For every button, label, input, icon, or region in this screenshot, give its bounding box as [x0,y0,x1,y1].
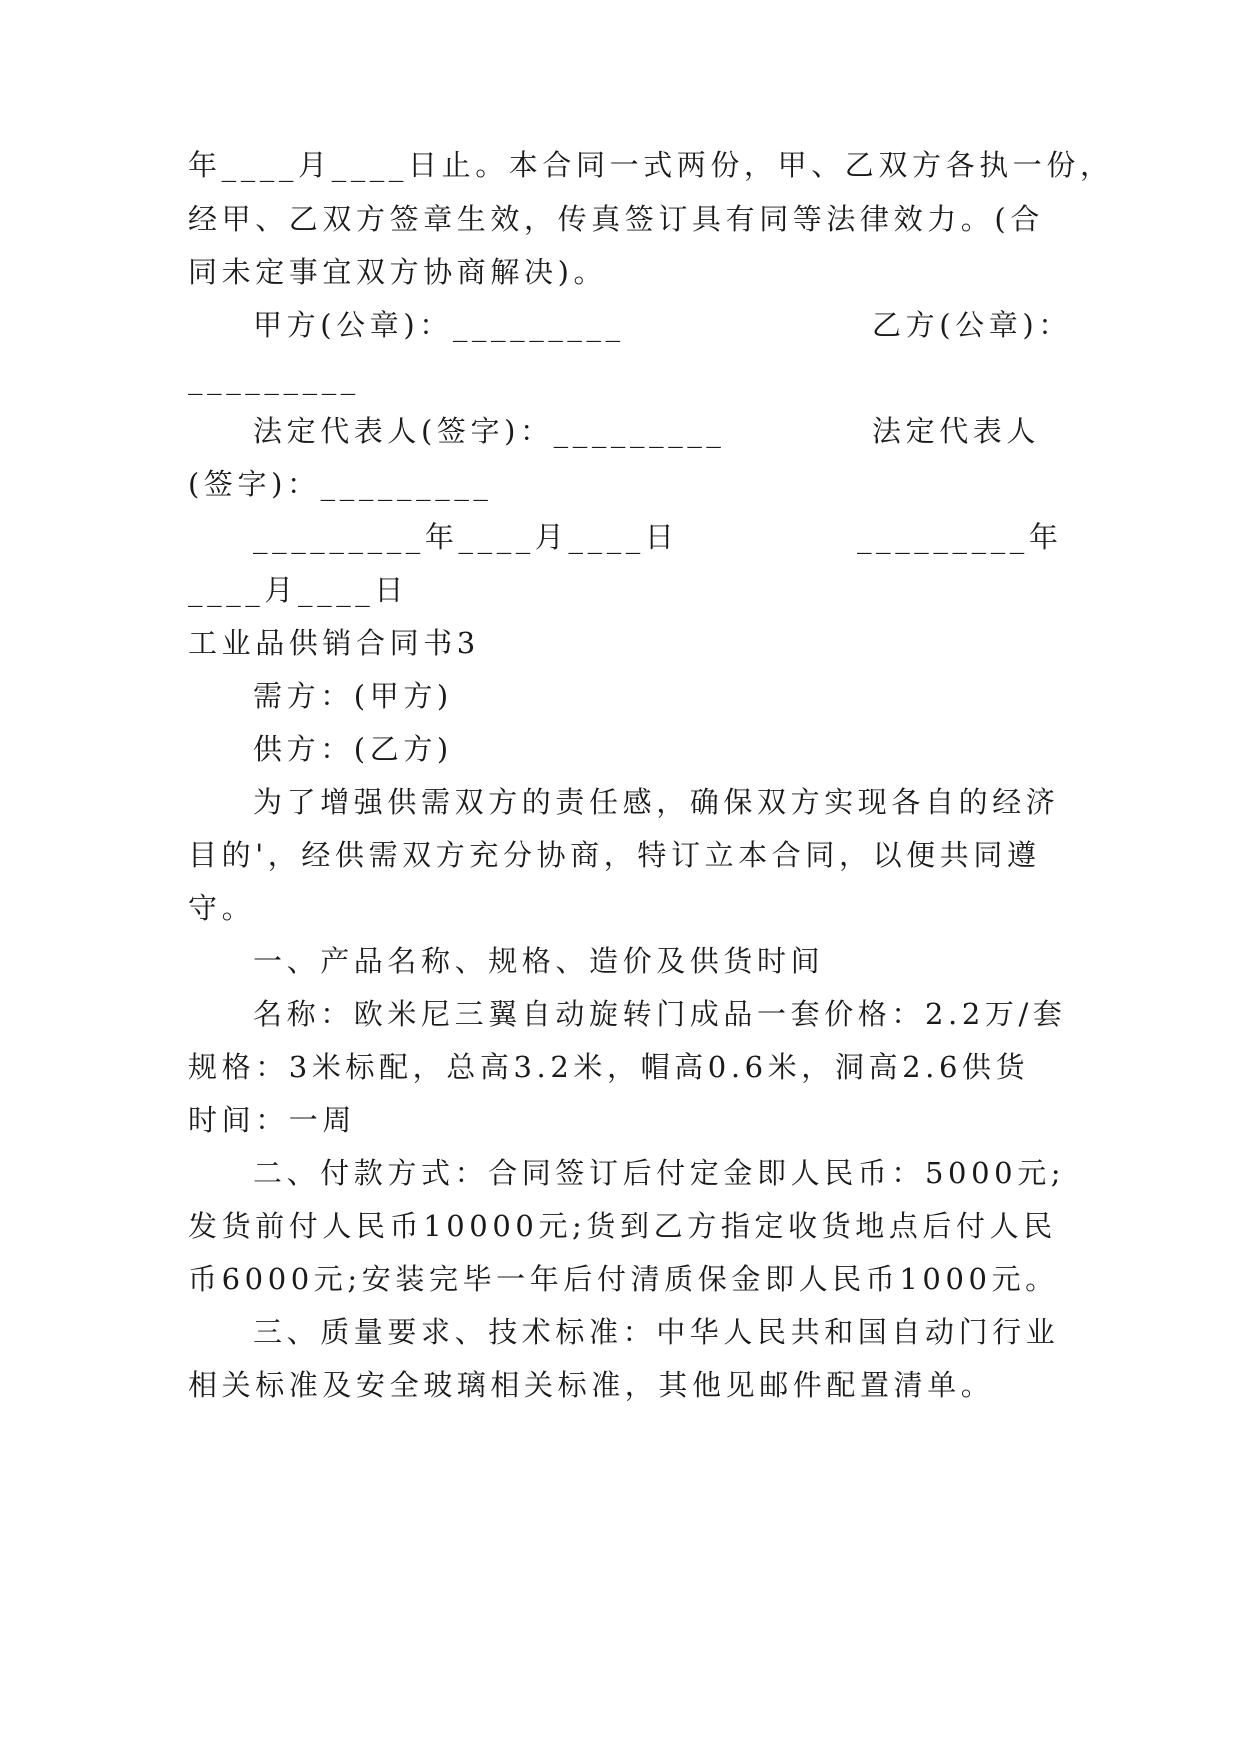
clause-heading: 三、质量要求、技术标准：中华人民共和国自动门行业 [253,1315,1060,1349]
clause-heading: 一、产品名称、规格、造价及供货时间 [253,944,825,978]
clause-heading: 二、付款方式：合同签订后付定金即人民币：5000元; [253,1156,1066,1190]
party-b-seal-label: 乙方(公章)： [872,308,1072,342]
text-line: 经甲、乙双方签章生效，传真签订具有同等法律效力。(合 [188,202,1044,236]
party-a-seal-line: 甲方(公章)：_________ [253,308,625,342]
party-a-rep-line: 法定代表人(签字)：_________ [253,414,726,448]
text-line: 币6000元;安装完毕一年后付清质保金即人民币1000元。 [188,1262,1059,1296]
party-b-rep-signature: (签字)：_________ [188,467,493,501]
supplier-line: 供方：(乙方) [253,732,453,766]
party-b-seal-blank: _________ [188,361,360,395]
buyer-line: 需方：(甲方) [253,679,453,713]
party-b-date-year: _________年 [857,520,1063,554]
text-line: 年____月____日止。本合同一式两份，甲、乙双方各执一份， [188,148,1114,182]
party-b-rep-label: 法定代表人 [872,414,1041,448]
text-line: 时间：一周 [188,1103,357,1137]
text-line: 同未定事宜双方协商解决)。 [188,255,608,289]
text-line: 目的'，经供需双方充分协商，特订立本合同，以便共同遵 [188,838,1041,872]
party-a-date-line: _________年____月____日 [253,520,679,554]
text-line: 名称：欧米尼三翼自动旋转门成品一套价格：2.2万/套 [253,997,1067,1031]
text-line: 规格：3米标配，总高3.2米，帽高0.6米，洞高2.6供货 [188,1050,1030,1084]
text-line: 发货前付人民币10000元;货到乙方指定收货地点后付人民 [188,1209,1057,1243]
text-line: 为了增强供需双方的责任感，确保双方实现各自的经济 [253,785,1060,819]
text-line: 守。 [188,891,256,925]
text-line: 相关标准及安全玻璃相关标准，其他见邮件配置清单。 [188,1368,995,1402]
party-b-date-line: ____月____日 [188,573,408,607]
section-title: 工业品供销合同书3 [188,626,480,660]
